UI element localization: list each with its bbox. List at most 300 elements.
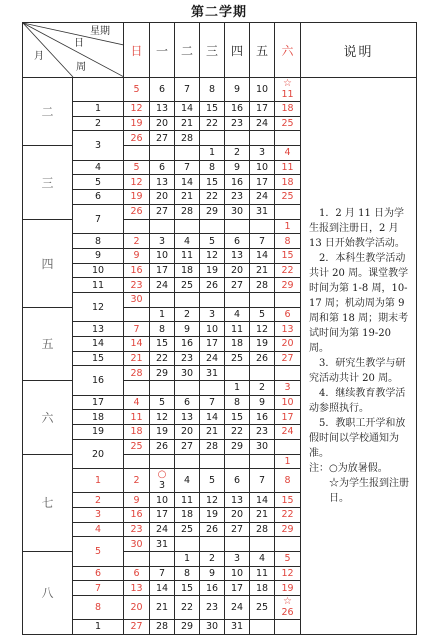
day-number: 27 [155, 206, 169, 218]
day-number: 17 [230, 582, 244, 594]
day-number: 10 [255, 162, 269, 174]
day-cell-wed [200, 292, 225, 307]
day-cell-thu [225, 263, 250, 278]
day-cell-sat [275, 351, 301, 366]
day-cell-tue [175, 78, 200, 102]
day-cell-sun [124, 493, 150, 508]
day-number: 13 [155, 103, 169, 115]
day-number: 7 [258, 475, 266, 487]
day-cell-mon [150, 248, 175, 263]
day-cell-thu [225, 116, 250, 131]
day-cell-thu [225, 190, 250, 205]
day-number: 21 [130, 353, 143, 365]
day-cell-wed [200, 469, 225, 493]
day-number: 30 [130, 294, 143, 306]
day-cell-sun [124, 337, 150, 352]
day-number: 22 [281, 264, 294, 276]
day-cell-mon [150, 439, 175, 454]
day-cell-fri [250, 537, 275, 552]
day-number: 18 [230, 338, 244, 350]
day-cell-thu [225, 292, 250, 307]
day-number: 3 [158, 235, 166, 247]
registration-star-icon: ☆ [283, 596, 292, 607]
day-number: 20 [155, 191, 169, 203]
day-cell-wed [200, 581, 225, 596]
day-number: 4 [284, 147, 291, 159]
day-cell-fri [250, 551, 275, 566]
day-cell-thu [225, 454, 250, 469]
day-number: 29 [281, 279, 294, 291]
day-number: 16 [205, 582, 219, 594]
day-header-thu: 四 [225, 23, 250, 78]
day-cell-sun [124, 78, 150, 102]
day-number: 7 [258, 235, 266, 247]
day-number: 16 [230, 176, 244, 188]
day-cell-fri [250, 175, 275, 190]
day-cell-wed [200, 263, 225, 278]
day-cell-fri [250, 78, 275, 102]
day-number: 18 [281, 176, 294, 188]
day-cell-thu [225, 175, 250, 190]
day-cell-fri [250, 522, 275, 537]
day-number: 25 [180, 523, 194, 535]
day-number: 31 [230, 621, 244, 633]
day-cell-tue [175, 366, 200, 381]
day-cell-tue [175, 146, 200, 161]
day-cell-mon [150, 620, 175, 635]
day-number: 15 [281, 250, 294, 262]
day-number: 22 [155, 353, 169, 365]
day-number: 17 [281, 411, 294, 423]
day-number: 7 [183, 162, 191, 174]
day-cell-sun [124, 322, 150, 337]
day-number: 3 [233, 553, 241, 565]
day-number: 12 [155, 411, 169, 423]
week-cell: 7 [73, 204, 124, 233]
month-cell: 七 [23, 454, 73, 551]
day-number: 2 [233, 147, 241, 159]
day-number: 11 [130, 411, 143, 423]
day-number: 11 [180, 494, 194, 506]
day-number: 3 [258, 147, 266, 159]
day-cell-sun [124, 219, 150, 234]
day-cell-mon [150, 551, 175, 566]
day-cell-sat [275, 425, 301, 440]
week-cell: 1 [73, 620, 124, 635]
day-cell-fri [250, 493, 275, 508]
day-number: 19 [205, 264, 219, 276]
day-cell-sun [124, 234, 150, 249]
day-cell-fri [250, 439, 275, 454]
day-cell-sat [275, 219, 301, 234]
day-number: 27 [281, 353, 294, 365]
day-cell-thu [225, 566, 250, 581]
day-cell-thu [225, 522, 250, 537]
day-header-sun: 日 [124, 23, 150, 78]
day-number: 11 [281, 89, 294, 100]
day-cell-tue [175, 102, 200, 117]
day-cell-mon [150, 469, 175, 493]
day-cell-sat [275, 566, 301, 581]
day-number: 28 [180, 206, 194, 218]
day-number: 28 [255, 279, 269, 291]
day-cell-sun [124, 551, 150, 566]
day-number: 26 [205, 523, 219, 535]
day-cell-tue [175, 116, 200, 131]
day-number: 19 [255, 338, 269, 350]
day-cell-mon [150, 116, 175, 131]
day-number: 1 [208, 147, 216, 159]
day-cell-wed [200, 425, 225, 440]
note-remark-star: ☆为学生报到注册日。 [329, 477, 409, 504]
day-cell-mon [150, 307, 175, 322]
day-cell-tue [175, 439, 200, 454]
day-cell-fri [250, 566, 275, 581]
day-number: 29 [205, 206, 219, 218]
day-number: 19 [155, 426, 169, 438]
day-cell-mon [150, 190, 175, 205]
day-number: 20 [130, 602, 143, 613]
day-number: 28 [180, 132, 194, 144]
day-cell-fri [250, 454, 275, 469]
week-cell: 16 [73, 366, 124, 395]
day-cell-mon [150, 454, 175, 469]
day-number: 7 [208, 397, 216, 409]
note-item: 1．2 月 11 日为学生报到注册日，2 月 13 日开始教学活动。 [309, 207, 405, 249]
week-cell: 15 [73, 351, 124, 366]
day-number: 8 [208, 162, 216, 174]
day-cell-mon [150, 366, 175, 381]
day-cell-thu [225, 410, 250, 425]
day-number: 12 [130, 103, 143, 115]
day-cell-fri [250, 116, 275, 131]
day-number: 9 [208, 567, 216, 579]
day-number: 14 [155, 582, 169, 594]
day-number: 30 [255, 441, 269, 453]
day-number: 28 [155, 621, 169, 633]
day-cell-fri [250, 351, 275, 366]
day-cell-mon [150, 102, 175, 117]
day-number: 20 [180, 426, 194, 438]
registration-star-icon: ☆ [283, 78, 292, 89]
note-item: 4．继续教育教学活动参照执行。 [309, 387, 406, 414]
week-cell: 20 [73, 439, 124, 468]
notes-header: 说明 [301, 23, 417, 78]
day-cell-sat [275, 175, 301, 190]
month-cell: 四 [23, 219, 73, 307]
day-number: 7 [133, 323, 140, 335]
day-cell-thu [225, 248, 250, 263]
day-cell-thu [225, 381, 250, 396]
day-number: 12 [205, 250, 219, 262]
day-number: 14 [255, 250, 269, 262]
day-number: 4 [183, 235, 191, 247]
day-number: 24 [255, 118, 269, 130]
day-number: 18 [281, 103, 294, 115]
day-header-tue: 二 [175, 23, 200, 78]
day-cell-sat [275, 160, 301, 175]
day-cell-sat [275, 234, 301, 249]
day-number: 1 [233, 382, 241, 394]
day-cell-sat [275, 204, 301, 219]
day-cell-tue [175, 537, 200, 552]
week-cell: 6 [73, 566, 124, 581]
week-cell: 3 [73, 507, 124, 522]
day-cell-thu [225, 337, 250, 352]
day-number: 22 [230, 426, 244, 438]
day-cell-mon [150, 381, 175, 396]
day-number: 14 [255, 494, 269, 506]
day-cell-sun [124, 596, 150, 620]
calendar-table [22, 22, 417, 635]
day-cell-thu [225, 204, 250, 219]
day-number: 21 [255, 264, 269, 276]
day-number: 19 [281, 582, 294, 594]
day-number: 10 [281, 397, 294, 409]
day-cell-tue [175, 322, 200, 337]
day-cell-sat [275, 263, 301, 278]
note-item: 3．研究生教学与研究活动共计 20 周。 [309, 357, 406, 384]
day-cell-sat [275, 337, 301, 352]
day-cell-wed [200, 131, 225, 146]
day-cell-thu [225, 78, 250, 102]
day-cell-tue [175, 551, 200, 566]
day-number: 19 [130, 118, 143, 130]
day-cell-thu [225, 507, 250, 522]
day-number: 25 [180, 279, 194, 291]
corner-header [23, 23, 124, 78]
day-cell-tue [175, 425, 200, 440]
month-cell: 五 [23, 307, 73, 380]
day-number: 16 [130, 509, 143, 521]
day-number: 23 [130, 279, 143, 291]
day-cell-wed [200, 381, 225, 396]
day-cell-sun [124, 204, 150, 219]
week-cell: 1 [73, 102, 124, 117]
day-number: 31 [255, 206, 269, 218]
day-cell-mon [150, 234, 175, 249]
day-cell-fri [250, 219, 275, 234]
day-cell-wed [200, 410, 225, 425]
day-cell-sat [275, 507, 301, 522]
day-cell-wed [200, 248, 225, 263]
day-number: 6 [183, 397, 191, 409]
day-number: 8 [208, 84, 216, 95]
day-cell-sun [124, 160, 150, 175]
day-number: 8 [183, 567, 191, 579]
day-cell-fri [250, 395, 275, 410]
day-cell-sun [124, 292, 150, 307]
corner-day-label: 日 [74, 38, 84, 49]
day-cell-sun [124, 410, 150, 425]
day-cell-sun [124, 581, 150, 596]
day-number: 30 [205, 621, 219, 633]
day-number: 5 [284, 553, 291, 565]
day-cell-sun [124, 307, 150, 322]
day-number: 1 [284, 220, 291, 232]
day-number: 13 [281, 323, 294, 335]
day-number: 5 [133, 84, 140, 95]
day-cell-thu [225, 551, 250, 566]
day-number: 17 [205, 338, 219, 350]
month-cell: 二 [23, 78, 73, 146]
day-cell-fri [250, 307, 275, 322]
day-cell-mon [150, 146, 175, 161]
day-cell-fri [250, 322, 275, 337]
month-cell: 八 [23, 551, 73, 634]
day-number: 14 [205, 411, 219, 423]
day-cell-sun [124, 469, 150, 493]
day-number: 20 [155, 118, 169, 130]
day-cell-sun [124, 425, 150, 440]
day-number: 2 [258, 382, 266, 394]
day-number: 22 [281, 509, 294, 521]
day-cell-fri [250, 425, 275, 440]
week-cell: 5 [73, 175, 124, 190]
day-number: 6 [133, 567, 140, 579]
day-number: 6 [233, 235, 241, 247]
day-number: 16 [230, 103, 244, 115]
day-cell-sun [124, 507, 150, 522]
day-cell-sat [275, 248, 301, 263]
day-cell-tue [175, 160, 200, 175]
day-cell-tue [175, 454, 200, 469]
day-number: 19 [130, 191, 143, 203]
day-cell-fri [250, 337, 275, 352]
day-cell-tue [175, 234, 200, 249]
day-cell-sun [124, 175, 150, 190]
day-number: 13 [130, 582, 143, 594]
day-cell-wed [200, 190, 225, 205]
day-number: 26 [205, 279, 219, 291]
day-number: 3 [158, 480, 166, 492]
day-number: 26 [155, 441, 169, 453]
day-number: 22 [205, 191, 219, 203]
week-cell: 4 [73, 522, 124, 537]
day-number: 5 [208, 235, 216, 247]
day-cell-wed [200, 551, 225, 566]
day-cell-wed [200, 537, 225, 552]
page-title: 第二学期 [190, 5, 247, 20]
day-cell-sat [275, 381, 301, 396]
week-cell: 5 [73, 537, 124, 566]
day-number: 9 [183, 323, 191, 335]
day-cell-sat [275, 439, 301, 454]
day-cell-sat [275, 620, 301, 635]
day-number: 8 [284, 475, 291, 487]
day-number: 13 [180, 411, 194, 423]
day-cell-sat [275, 537, 301, 552]
day-number: 10 [205, 323, 219, 335]
day-cell-fri [250, 410, 275, 425]
day-number: 24 [255, 191, 269, 203]
day-cell-sun [124, 566, 150, 581]
day-cell-wed [200, 507, 225, 522]
day-number: 23 [230, 118, 244, 130]
day-number: 14 [180, 176, 194, 188]
day-number: 26 [130, 132, 143, 144]
day-cell-wed [200, 395, 225, 410]
week-cell: 2 [73, 493, 124, 508]
day-cell-wed [200, 175, 225, 190]
day-cell-tue [175, 410, 200, 425]
day-cell-mon [150, 322, 175, 337]
day-cell-tue [175, 522, 200, 537]
day-cell-thu [225, 307, 250, 322]
day-cell-thu [225, 131, 250, 146]
day-cell-thu [225, 395, 250, 410]
day-cell-sun [124, 620, 150, 635]
corner-month-label: 月 [34, 51, 44, 62]
week-cell: 8 [73, 234, 124, 249]
day-cell-sat [275, 102, 301, 117]
day-number: 28 [205, 441, 219, 453]
day-number: 26 [255, 353, 269, 365]
day-number: 20 [230, 509, 244, 521]
day-cell-sun [124, 116, 150, 131]
week-cell: 18 [73, 410, 124, 425]
day-number: 24 [155, 523, 169, 535]
day-number: 5 [158, 397, 166, 409]
day-cell-sat [275, 581, 301, 596]
day-number: 25 [230, 353, 244, 365]
week-cell: 10 [73, 263, 124, 278]
day-cell-fri [250, 292, 275, 307]
day-number: 11 [281, 162, 294, 174]
day-cell-sat [275, 551, 301, 566]
day-cell-tue [175, 395, 200, 410]
day-cell-sun [124, 146, 150, 161]
day-cell-thu [225, 439, 250, 454]
calendar-row [23, 78, 417, 102]
day-cell-tue [175, 507, 200, 522]
day-number: 30 [230, 206, 244, 218]
day-number: 2 [133, 235, 140, 247]
day-cell-fri [250, 507, 275, 522]
day-cell-wed [200, 204, 225, 219]
day-cell-tue [175, 596, 200, 620]
day-cell-tue [175, 204, 200, 219]
day-cell-wed [200, 160, 225, 175]
day-number: 11 [230, 323, 244, 335]
day-number: 28 [255, 523, 269, 535]
day-number: 10 [230, 567, 244, 579]
day-cell-wed [200, 454, 225, 469]
week-cell: 6 [73, 190, 124, 205]
day-number: 18 [130, 426, 143, 438]
day-number: 24 [205, 353, 219, 365]
day-cell-sun [124, 263, 150, 278]
day-cell-fri [250, 234, 275, 249]
day-cell-thu [225, 160, 250, 175]
day-cell-wed [200, 116, 225, 131]
week-cell: 13 [73, 322, 124, 337]
day-cell-mon [150, 522, 175, 537]
day-number: 22 [205, 118, 219, 130]
day-cell-mon [150, 351, 175, 366]
day-cell-sun [124, 190, 150, 205]
day-number: 12 [255, 323, 269, 335]
day-cell-mon [150, 131, 175, 146]
day-number: 26 [281, 607, 294, 618]
day-cell-wed [200, 439, 225, 454]
day-cell-sun [124, 351, 150, 366]
day-number: 30 [180, 367, 194, 379]
day-number: 24 [230, 602, 244, 613]
day-number: 14 [130, 338, 143, 350]
month-cell: 六 [23, 381, 73, 454]
day-number: 2 [183, 308, 191, 320]
